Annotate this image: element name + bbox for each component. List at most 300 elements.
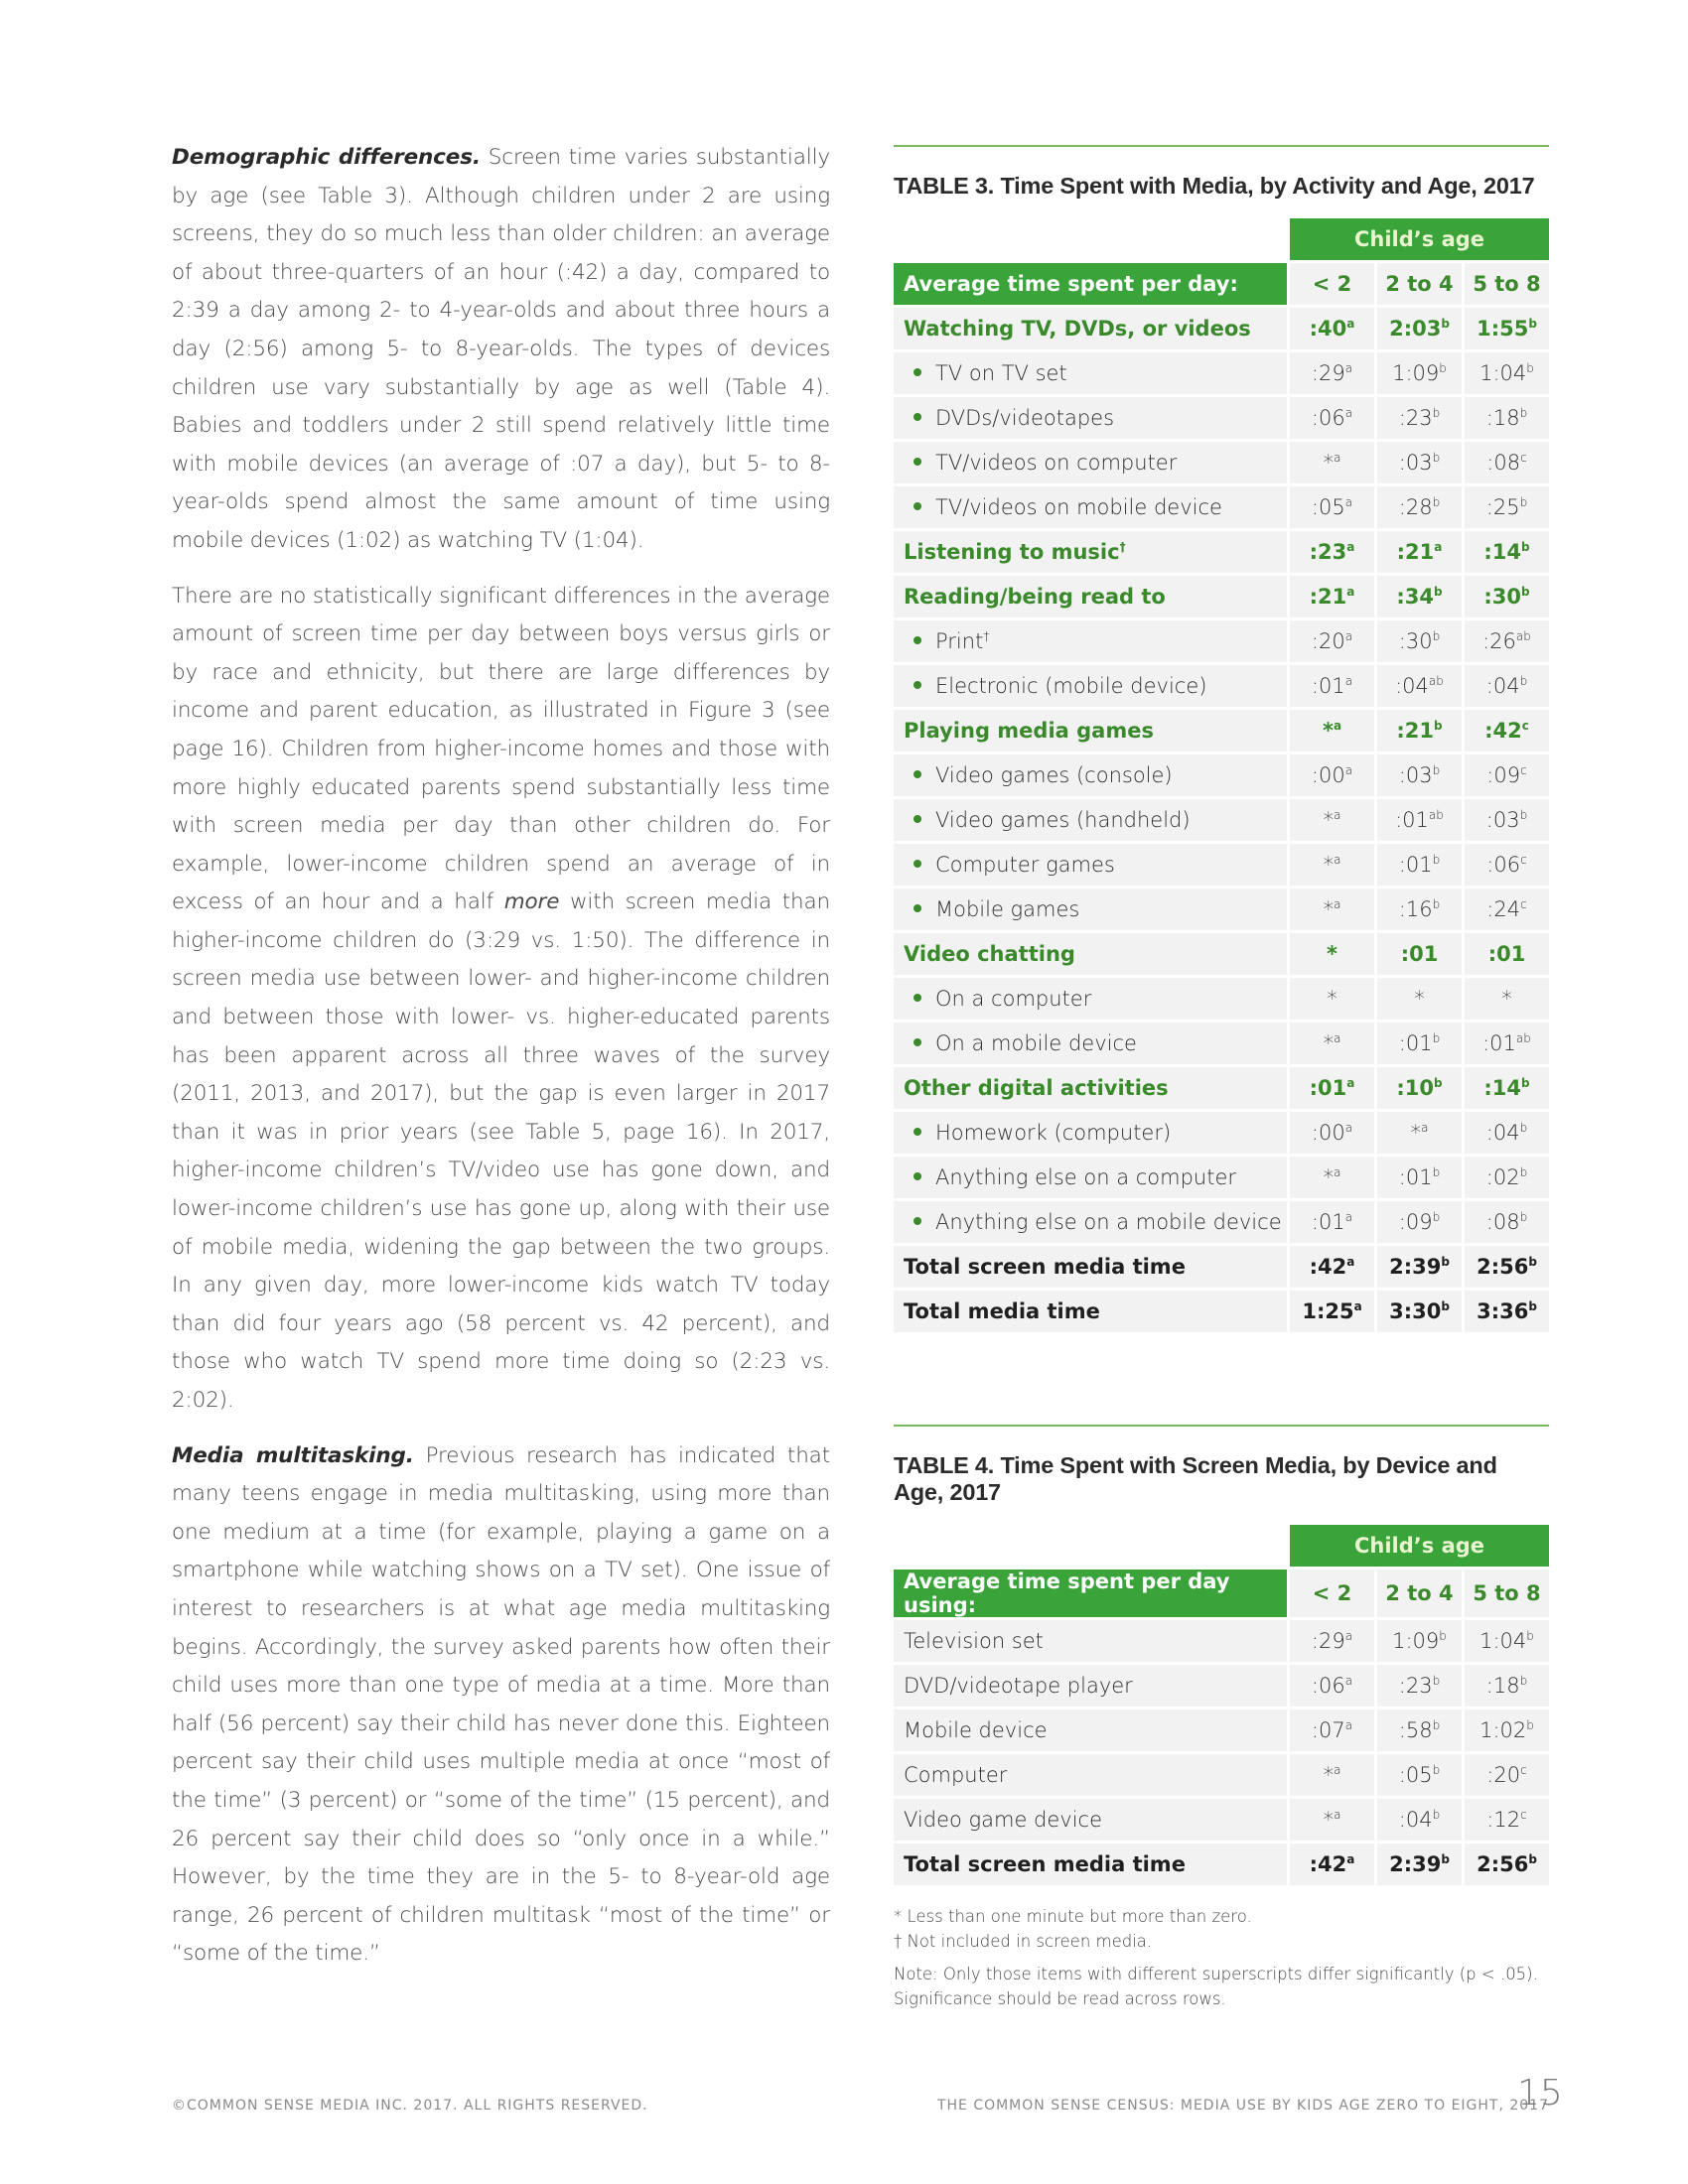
row-label-text: Video game device: [904, 1808, 1103, 1832]
row-label: [894, 1799, 1287, 1841]
value-text: :06: [1311, 406, 1345, 430]
value-cell: [1462, 1843, 1549, 1885]
bullet-icon: [914, 1038, 921, 1046]
table-row: [894, 1291, 1549, 1332]
value-cell: [1374, 665, 1462, 707]
value-cell: [1462, 754, 1549, 796]
significance-superscript: b: [1519, 1674, 1528, 1688]
column-header: 5 to 8: [1462, 1570, 1549, 1617]
value-cell: [1374, 1665, 1462, 1706]
significance-superscript: b: [1521, 585, 1530, 599]
significance-superscript: b: [1519, 495, 1528, 509]
column-header: 2 to 4: [1374, 1570, 1462, 1617]
row-label: [894, 1291, 1287, 1332]
bullet-icon: [914, 502, 921, 510]
value-text: 2:56: [1477, 1852, 1529, 1876]
row-label: [894, 799, 1287, 841]
paragraph-multitasking: [172, 1437, 830, 1974]
row-label: [894, 933, 1287, 975]
value-cell: [1287, 397, 1374, 439]
value-text: :02: [1485, 1165, 1520, 1189]
significance-superscript: b: [1519, 406, 1528, 420]
significance-superscript: b: [1432, 1031, 1441, 1045]
row-label: [894, 1157, 1287, 1198]
value-text: :34: [1396, 585, 1435, 609]
table-row: [894, 799, 1549, 841]
significance-superscript: b: [1432, 853, 1441, 867]
value-cell: [1462, 1023, 1549, 1064]
row-label-text: DVD/videotape player: [904, 1674, 1133, 1698]
table-row: [894, 1201, 1549, 1243]
value-text: :06: [1486, 853, 1521, 877]
value-text: *: [1323, 1165, 1335, 1189]
row-label: [894, 1023, 1287, 1064]
table-3-block: [894, 145, 1549, 1335]
table-row: [894, 1799, 1549, 1841]
value-text: 2:39: [1389, 1255, 1442, 1279]
value-cell: [1287, 1246, 1374, 1288]
significance-superscript: ab: [1515, 629, 1531, 643]
significance-superscript: a: [1346, 1852, 1355, 1866]
row-label-text: Total screen media time: [904, 1255, 1186, 1279]
paragraph-text: Screen time varies substantially by age (see Table 3). Although children under 2 are using screens, they do so much less than older children: an average of about three-quarters of an hour (:42) a day, compared to 2:39 a day among 2- to 4-year-olds and about three hours a day (2:56) among 5- to 8-year-olds. The types of devices children use vary substantially by age as well (Table 4). Babies and toddlers under 2 still spend relatively little time with mobile devices (an average of :07 a day), but 5- to 8-year-olds spend almost the same amount of time using mobile devices (1:02) as watching TV (1:04).: [172, 145, 830, 553]
value-text: :58: [1398, 1718, 1433, 1742]
bullet-icon: [914, 1217, 921, 1225]
significance-superscript: c: [1520, 1808, 1527, 1822]
table-row: [894, 754, 1549, 796]
value-text: *: [1501, 987, 1512, 1011]
table-row: [894, 442, 1549, 483]
value-text: :01: [1395, 808, 1429, 832]
row-label-text: Computer: [904, 1763, 1008, 1787]
value-text: :23: [1398, 1674, 1433, 1698]
value-cell: [1374, 486, 1462, 528]
value-text: :26: [1482, 629, 1516, 653]
significance-superscript: a: [1344, 1121, 1353, 1135]
value-text: :09: [1398, 1210, 1433, 1234]
paragraph-emphasis: more: [503, 889, 560, 915]
value-cell: [1287, 710, 1374, 751]
row-label: [894, 978, 1287, 1020]
column-header: < 2: [1287, 263, 1374, 305]
value-cell: [1462, 1620, 1549, 1662]
value-cell: [1462, 1157, 1549, 1198]
table-row: [894, 576, 1549, 617]
table-3-title: TABLE 3. Time Spent with Media, by Activity and Age, 2017: [894, 173, 1535, 199]
value-cell: [1374, 1620, 1462, 1662]
significance-superscript: b: [1432, 1210, 1441, 1224]
significance-superscript: a: [1333, 719, 1342, 733]
value-cell: [1287, 933, 1374, 975]
row-label: [894, 754, 1287, 796]
value-text: :01: [1398, 1031, 1433, 1055]
row-label-text: Mobile games: [935, 897, 1080, 921]
value-cell: [1374, 1754, 1462, 1796]
value-text: :04: [1485, 674, 1520, 698]
significance-superscript: b: [1432, 495, 1441, 509]
value-text: :30: [1483, 585, 1522, 609]
row-label-text: Anything else on a mobile device: [935, 1210, 1282, 1234]
value-cell: [1374, 442, 1462, 483]
row-label-text: On a computer: [935, 987, 1092, 1011]
table-row: [894, 1246, 1549, 1288]
value-cell: [1462, 620, 1549, 662]
row-label: [894, 844, 1287, 886]
row-label: [894, 397, 1287, 439]
value-cell: [1374, 844, 1462, 886]
value-cell: [1462, 665, 1549, 707]
value-cell: [1462, 1799, 1549, 1841]
value-text: 1:04: [1479, 1629, 1527, 1653]
significance-superscript: ab: [1428, 674, 1444, 688]
significance-superscript: a: [1334, 1165, 1341, 1179]
value-text: 1:09: [1392, 361, 1440, 385]
significance-superscript: b: [1441, 1299, 1450, 1313]
value-text: :23: [1309, 540, 1347, 564]
divider: [894, 1425, 1549, 1427]
row-label: [894, 442, 1287, 483]
row-label-text: Video games (handheld): [935, 808, 1191, 832]
value-cell: [1287, 665, 1374, 707]
table-row: [894, 1067, 1549, 1109]
header-spacer: [894, 1525, 1287, 1567]
row-label: [894, 710, 1287, 751]
value-text: 2:03: [1389, 317, 1442, 341]
value-text: :05: [1398, 1763, 1433, 1787]
value-cell: [1287, 754, 1374, 796]
significance-superscript: b: [1519, 1210, 1528, 1224]
table-4: [894, 1522, 1549, 1888]
value-cell: [1287, 352, 1374, 394]
table-3-body: [894, 308, 1549, 1332]
value-text: :01: [1398, 853, 1433, 877]
significance-superscript: b: [1434, 1076, 1443, 1090]
bullet-icon: [914, 904, 921, 912]
table-row: [894, 1709, 1549, 1751]
value-text: 3:36: [1477, 1299, 1529, 1323]
significance-superscript: a: [1334, 451, 1341, 465]
row-label-text: Homework (computer): [935, 1121, 1172, 1145]
significance-superscript: b: [1521, 540, 1530, 554]
row-label: [894, 1843, 1287, 1885]
significance-superscript: a: [1334, 808, 1341, 822]
significance-superscript: b: [1432, 897, 1441, 911]
value-text: :09: [1486, 763, 1521, 787]
value-cell: [1462, 1067, 1549, 1109]
table-4-block: [894, 1425, 1549, 2011]
value-cell: [1374, 352, 1462, 394]
page-number: 15: [1517, 2073, 1563, 2114]
value-text: 3:30: [1389, 1299, 1442, 1323]
bullet-icon: [914, 368, 921, 376]
paragraph-income: [172, 578, 830, 1421]
row-label-text: Total media time: [904, 1299, 1100, 1323]
row-label: [894, 308, 1287, 349]
significance-superscript: a: [1344, 495, 1353, 509]
bullet-icon: [914, 770, 921, 778]
value-cell: [1374, 576, 1462, 617]
header-spacer: [894, 218, 1287, 260]
significance-superscript: a: [1344, 406, 1353, 420]
value-text: *: [1410, 1121, 1422, 1145]
value-cell: [1462, 799, 1549, 841]
value-cell: [1462, 1112, 1549, 1154]
value-cell: [1462, 888, 1549, 930]
significance-superscript: a: [1346, 585, 1355, 599]
value-text: :03: [1398, 451, 1433, 475]
significance-superscript: b: [1432, 1718, 1441, 1732]
value-text: :03: [1398, 763, 1433, 787]
footnote-mark: †: [983, 629, 990, 643]
significance-superscript: b: [1526, 1629, 1534, 1643]
value-cell: [1462, 1201, 1549, 1243]
significance-superscript: a: [1334, 1031, 1341, 1045]
bullet-icon: [914, 815, 921, 823]
row-label: [894, 1246, 1287, 1288]
divider: [894, 145, 1549, 147]
table-row: [894, 308, 1549, 349]
age-group-header: Child’s age: [1287, 218, 1549, 260]
table-row: [894, 1665, 1549, 1706]
significance-superscript: b: [1432, 406, 1441, 420]
value-cell: [1374, 1201, 1462, 1243]
value-text: :42: [1484, 719, 1522, 743]
significance-superscript: b: [1432, 451, 1441, 465]
table-row: [894, 665, 1549, 707]
value-cell: [1374, 1157, 1462, 1198]
paragraph-demographic: [172, 139, 830, 561]
row-label: [894, 1201, 1287, 1243]
value-cell: [1374, 1843, 1462, 1885]
value-text: :21: [1396, 719, 1435, 743]
value-cell: [1374, 799, 1462, 841]
value-cell: [1374, 531, 1462, 573]
value-text: *: [1323, 853, 1335, 877]
value-text: *: [1323, 1031, 1335, 1055]
table-4-title: TABLE 4. Time Spent with Screen Media, by Device and Age, 2017: [894, 1452, 1497, 1505]
significance-superscript: ab: [1515, 1031, 1531, 1045]
value-cell: [1287, 1112, 1374, 1154]
significance-superscript: b: [1432, 1808, 1441, 1822]
value-text: :14: [1483, 540, 1522, 564]
significance-superscript: b: [1526, 361, 1534, 375]
value-cell: [1374, 754, 1462, 796]
significance-superscript: a: [1334, 1763, 1341, 1777]
table-row: [894, 1754, 1549, 1796]
row-label: [894, 1067, 1287, 1109]
table-row: [894, 844, 1549, 886]
value-cell: [1374, 1799, 1462, 1841]
bullet-icon: [914, 1128, 921, 1136]
row-label-text: Anything else on a computer: [935, 1165, 1237, 1189]
value-text: :01: [1400, 942, 1439, 966]
value-text: *: [1323, 451, 1335, 475]
significance-superscript: a: [1346, 1255, 1355, 1269]
value-cell: [1462, 844, 1549, 886]
value-cell: [1287, 442, 1374, 483]
table-row: [894, 620, 1549, 662]
value-cell: [1287, 1843, 1374, 1885]
copyright-footer: ©COMMON SENSE MEDIA INC. 2017. ALL RIGHTS RESERVED.: [172, 2098, 648, 2114]
paragraph-lead: Media multitasking.: [172, 1442, 414, 1468]
footnote-mark: †: [1119, 540, 1126, 554]
paragraph-text: There are no statistically significant differences in the average amount of screen time per day between boys versus girls or by race and ethnicity, but there are large differences by income and parent education, as illustrated in Figure 3 (see page 16). Children from higher-income homes and those with more highly educated parents spend substantially less time with screen media per day than other children do. For example, lower-income children spend an average of in excess of an hour and a half: [172, 583, 830, 915]
row-header-label: Average time spent per day:: [894, 263, 1287, 305]
row-label-text: Electronic (mobile device): [935, 674, 1207, 698]
value-text: :08: [1486, 451, 1521, 475]
table-row: [894, 1157, 1549, 1198]
value-text: :14: [1483, 1076, 1522, 1100]
table-row: [894, 1023, 1549, 1064]
table-row: [894, 397, 1549, 439]
value-cell: [1462, 442, 1549, 483]
value-text: :01: [1309, 1076, 1347, 1100]
value-text: :18: [1485, 1674, 1520, 1698]
value-cell: [1287, 620, 1374, 662]
bullet-icon: [914, 413, 921, 421]
significance-note: Note: Only those items with different superscripts differ significantly (p < .05). Significance should be read across rows.: [894, 1965, 1538, 2008]
value-cell: [1374, 933, 1462, 975]
table-header-row: [894, 1570, 1549, 1617]
significance-superscript: b: [1521, 1076, 1530, 1090]
row-label: [894, 576, 1287, 617]
row-label-text: TV/videos on mobile device: [935, 495, 1222, 519]
value-text: *: [1323, 1808, 1335, 1832]
value-cell: [1374, 1291, 1462, 1332]
footnote: † Not included in screen media.: [894, 1932, 1153, 1951]
value-cell: [1287, 1067, 1374, 1109]
table-row: [894, 933, 1549, 975]
significance-superscript: c: [1520, 897, 1527, 911]
value-cell: [1462, 397, 1549, 439]
table-row: [894, 888, 1549, 930]
value-text: :04: [1485, 1121, 1520, 1145]
significance-superscript: b: [1528, 1299, 1537, 1313]
value-cell: [1287, 888, 1374, 930]
value-text: :04: [1395, 674, 1429, 698]
value-cell: [1374, 1709, 1462, 1751]
significance-superscript: a: [1344, 629, 1353, 643]
value-text: :01: [1482, 1031, 1516, 1055]
significance-superscript: a: [1434, 540, 1443, 554]
significance-superscript: b: [1432, 763, 1441, 777]
value-text: :24: [1486, 897, 1521, 921]
table-row: [894, 978, 1549, 1020]
value-cell: [1462, 486, 1549, 528]
value-cell: [1462, 1246, 1549, 1288]
value-text: 2:39: [1389, 1852, 1442, 1876]
value-text: :20: [1486, 1763, 1521, 1787]
value-cell: [1374, 978, 1462, 1020]
value-text: *: [1322, 719, 1334, 743]
value-cell: [1374, 1023, 1462, 1064]
significance-superscript: a: [1346, 317, 1355, 331]
significance-superscript: b: [1519, 808, 1528, 822]
value-cell: [1462, 308, 1549, 349]
value-text: :01: [1398, 1165, 1433, 1189]
value-cell: [1287, 531, 1374, 573]
row-label-text: Watching TV, DVDs, or videos: [904, 317, 1251, 341]
value-text: :40: [1309, 317, 1347, 341]
age-group-header: Child’s age: [1287, 1525, 1549, 1567]
significance-superscript: c: [1520, 763, 1527, 777]
value-cell: [1374, 620, 1462, 662]
value-text: :25: [1485, 495, 1520, 519]
table-row: [894, 1112, 1549, 1154]
row-label-text: DVDs/videotapes: [935, 406, 1115, 430]
significance-superscript: b: [1432, 1674, 1441, 1688]
bullet-icon: [914, 458, 921, 466]
significance-superscript: a: [1344, 1718, 1353, 1732]
paragraph-text: with screen media than higher-income children do (3:29 vs. 1:50). The difference in screen media use between lower- and higher-income children and between those with lower- vs. higher-educated parents has been apparent across all three waves of the survey (2011, 2013, and 2017), but the gap is even larger in 2017 than it was in prior years (see Table 5, page 16). In 2017, higher-income children’s TV/video use has gone down, and lower-income children’s use has gone up, along with their use of mobile media, widening the gap between the two groups. In any given day, more lower-income kids watch TV today than did four years ago (58 percent vs. 42 percent), and those who watch TV spend more time doing so (2:23 vs. 2:02).: [172, 889, 830, 1413]
row-label-text: Computer games: [935, 853, 1115, 877]
significance-superscript: c: [1520, 451, 1527, 465]
significance-superscript: b: [1439, 361, 1447, 375]
report-title-footer: THE COMMON SENSE CENSUS: MEDIA USE BY KIDS AGE ZERO TO EIGHT, 2017: [936, 2098, 1549, 2114]
value-text: *: [1327, 987, 1337, 1011]
value-cell: [1374, 710, 1462, 751]
value-cell: [1462, 933, 1549, 975]
significance-superscript: a: [1344, 674, 1353, 688]
value-text: :20: [1311, 629, 1345, 653]
table-row: [894, 1843, 1549, 1885]
value-text: *: [1323, 808, 1335, 832]
significance-superscript: a: [1344, 763, 1353, 777]
column-header: 5 to 8: [1462, 263, 1549, 305]
value-text: *: [1323, 897, 1335, 921]
value-text: :12: [1486, 1808, 1521, 1832]
value-text: 1:55: [1477, 317, 1529, 341]
row-label: [894, 531, 1287, 573]
significance-superscript: a: [1334, 897, 1341, 911]
significance-superscript: b: [1432, 629, 1441, 643]
footnote: * Less than one minute but more than zero.: [894, 1907, 1252, 1926]
significance-superscript: a: [1346, 1076, 1355, 1090]
value-text: *: [1327, 942, 1337, 966]
value-cell: [1374, 1067, 1462, 1109]
row-label: [894, 1709, 1287, 1751]
value-cell: [1462, 710, 1549, 751]
bullet-icon: [914, 1172, 921, 1180]
value-cell: [1374, 308, 1462, 349]
table-row: [894, 710, 1549, 751]
table-3: [894, 215, 1549, 1335]
significance-superscript: a: [1344, 361, 1353, 375]
value-text: :30: [1398, 629, 1433, 653]
significance-superscript: a: [1334, 853, 1341, 867]
row-label-text: Mobile device: [904, 1718, 1048, 1742]
row-label-text: TV on TV set: [935, 361, 1067, 385]
value-text: :00: [1311, 1121, 1345, 1145]
value-text: *: [1414, 987, 1425, 1011]
column-header: 2 to 4: [1374, 263, 1462, 305]
significance-superscript: b: [1439, 1629, 1447, 1643]
row-label-text: Total screen media time: [904, 1852, 1186, 1876]
significance-superscript: a: [1346, 540, 1355, 554]
row-label: [894, 888, 1287, 930]
significance-superscript: a: [1421, 1121, 1429, 1135]
value-cell: [1374, 1112, 1462, 1154]
significance-superscript: b: [1434, 585, 1443, 599]
row-label-text: TV/videos on computer: [935, 451, 1178, 475]
value-text: :08: [1485, 1210, 1520, 1234]
significance-superscript: b: [1519, 674, 1528, 688]
value-cell: [1462, 1709, 1549, 1751]
bullet-icon: [914, 636, 921, 644]
value-cell: [1287, 844, 1374, 886]
row-label: [894, 352, 1287, 394]
value-text: :21: [1396, 540, 1435, 564]
